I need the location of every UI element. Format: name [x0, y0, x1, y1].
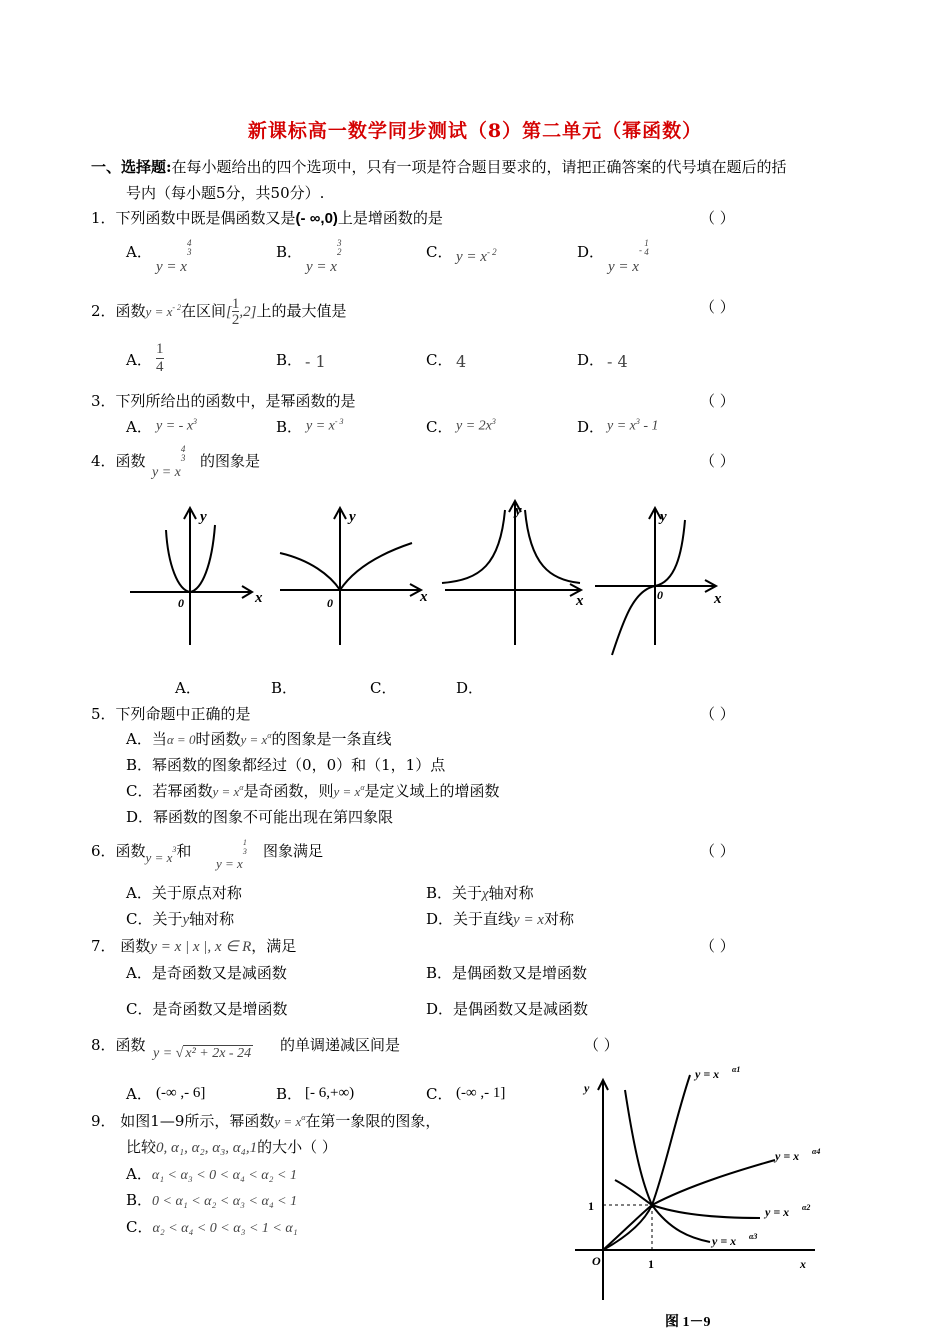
q3-option-c: $y = 2x^3$	[456, 417, 496, 434]
svg-text:y = x: y = x	[775, 1149, 800, 1163]
q8-func: y = √ x² + 2x - 24	[153, 1046, 252, 1061]
graph-b	[280, 508, 421, 645]
svg-text:y: y	[660, 509, 667, 525]
q9-stem-2: 比较0, α₁, α₂, α₃, α₄,1的大小（ ）	[126, 1138, 337, 1156]
q2-option-a: 1 4	[156, 341, 164, 375]
svg-text:x: x	[800, 1257, 806, 1271]
q2-stem: 2．函数$y = x^{- 2}$在区间$[\frac{1}{2},2]$上的最大值是	[91, 296, 347, 328]
section-instructions-1: 在每小题给出的四个选项中，只有一项是符合题目要求的，请把正确答案的代号填在题后的括	[171, 158, 787, 176]
q5-option-b: B．幂函数的图象都经过（0，0）和（1，1）点	[126, 756, 446, 774]
q2-option-d-label: D．	[577, 351, 605, 369]
q3-option-b: $y = x^{- 3}$	[306, 417, 344, 434]
graph-a	[130, 508, 252, 645]
svg-text:O: O	[592, 1254, 601, 1268]
q1-option-a-label: A．	[126, 243, 152, 261]
svg-text:α3: α3	[749, 1232, 758, 1241]
q4-label-b: B．	[271, 679, 298, 697]
q7-option-a: A．是奇函数又是减函数	[126, 964, 287, 982]
svg-text:1: 1	[648, 1257, 654, 1271]
svg-text:y = x: y = x	[765, 1205, 790, 1219]
q5-option-d: D．幂函数的图象不可能出现在第四象限	[126, 808, 394, 826]
q4-stem-tail: 的图象是	[200, 452, 261, 470]
q8-option-c: (-∞ ,- 1]	[456, 1085, 506, 1101]
section-heading	[91, 156, 787, 177]
q5-option-a: A．当α = 0时函数$y = x^\alpha$的图象是一条直线	[126, 730, 392, 748]
q4-graphs	[120, 495, 740, 665]
q1-answer-paren: （ ）	[700, 209, 735, 227]
q7-answer-paren: （ ）	[700, 937, 735, 955]
q2-answer-paren: （ ）	[700, 298, 735, 316]
svg-text:1: 1	[588, 1199, 594, 1213]
q6-answer-paren: （ ）	[700, 842, 735, 860]
q8-option-a-label: A．	[126, 1085, 152, 1103]
q8-stem: 8．函数	[91, 1036, 146, 1054]
q9-stem-1: 9． 如图1—9所示，幂函数$y = x^\alpha$在第一象限的图象，	[91, 1112, 441, 1130]
q8-option-a: (-∞ ,- 6]	[156, 1085, 206, 1101]
q6-stem-tail: 图象满足	[263, 842, 324, 860]
q3-option-c-label: C．	[426, 418, 453, 436]
svg-text:0: 0	[657, 588, 663, 602]
q4-func: y = x4 3	[152, 444, 186, 480]
q3-option-a-label: A．	[126, 418, 152, 436]
q2-option-a-label: A．	[126, 351, 152, 369]
q4-label-a: A．	[175, 679, 201, 697]
q7-option-b: B．是偶函数又是增函数	[426, 964, 588, 982]
figure-1-9	[570, 1060, 830, 1335]
section-instructions-2: 号内（每小题5分，共50分）.	[126, 184, 325, 202]
svg-text:x: x	[420, 589, 428, 605]
q6-func-2: y = x1 3	[216, 838, 247, 871]
curve-alpha3	[625, 1090, 710, 1242]
q1-option-d: y = x- 1 4	[608, 238, 649, 275]
q3-option-d-label: D．	[577, 418, 605, 436]
q3-option-d: $y = x^3 - 1$	[607, 417, 659, 434]
q9-option-a: A．α₁ < α₃ < 0 < α₄ < α₂ < 1	[126, 1165, 297, 1183]
svg-text:y: y	[349, 509, 356, 525]
q1-option-b: y = x3 2	[306, 238, 342, 275]
q1-option-d-label: D．	[577, 243, 605, 261]
q8-answer-paren: （ ）	[584, 1036, 619, 1054]
svg-text:x: x	[576, 593, 584, 609]
curve-alpha1	[603, 1075, 690, 1250]
q4-label-c: C．	[370, 679, 397, 697]
q7-stem: 7． 函数y = x | x |, x ∈ R，满足	[91, 937, 297, 955]
q1-option-a: y = x4 3	[156, 238, 192, 275]
q8-stem-tail: 的单调递减区间是	[280, 1036, 401, 1054]
q1-option-b-label: B．	[276, 243, 303, 261]
q6-stem: 6．函数$y = x^3$和	[91, 842, 192, 865]
q1-option-c: $y = x^{- 2}$	[456, 247, 497, 265]
q7-option-c: C．是奇函数又是增函数	[126, 1000, 288, 1018]
section-label: 一、选择题:	[91, 158, 172, 176]
q2-option-d: - 4	[607, 352, 628, 371]
q1-option-c-label: C．	[426, 243, 453, 261]
svg-text:0: 0	[327, 596, 333, 610]
svg-text:0: 0	[178, 596, 184, 610]
figure-caption: 图 1－9	[665, 1315, 711, 1330]
q4-answer-paren: （ ）	[700, 452, 735, 470]
q6-option-d: D．关于直线y = x对称	[426, 910, 574, 928]
q9-option-b: B．0 < α₁ < α₂ < α₃ < α₄ < 1	[126, 1191, 298, 1209]
q2-option-c: 4	[456, 352, 467, 371]
graph-c	[442, 501, 581, 645]
q4-label-d: D．	[456, 679, 484, 697]
graph-d	[595, 508, 716, 655]
q5-answer-paren: （ ）	[700, 705, 735, 723]
page-title: 新课标高一数学同步测试（8）第二单元（幂函数）	[247, 120, 703, 142]
curve-alpha2	[615, 1180, 760, 1218]
q2-option-c-label: C．	[426, 351, 453, 369]
q4-stem: 4．函数	[91, 452, 146, 470]
svg-text:y: y	[584, 1081, 590, 1095]
q3-answer-paren: （ ）	[700, 392, 735, 410]
svg-text:y = x: y = x	[695, 1067, 720, 1081]
q3-option-b-label: B．	[276, 418, 303, 436]
q2-option-b: - 1	[305, 352, 326, 371]
q6-option-a: A．关于原点对称	[126, 884, 242, 902]
q5-stem: 5．下列命题中正确的是	[91, 705, 251, 723]
q2-option-b-label: B．	[276, 351, 303, 369]
svg-text:y = x: y = x	[712, 1234, 737, 1248]
q9-option-c: C．α₂ < α₄ < 0 < α₃ < 1 < α₁	[126, 1218, 298, 1236]
q1-stem: 1．下列函数中既是偶函数又是(- ∞,0)上是增函数的是	[91, 209, 443, 227]
q6-option-c: C．关于y轴对称	[126, 910, 235, 928]
q7-option-d: D．是偶函数又是减函数	[426, 1000, 589, 1018]
q8-option-b: [- 6,+∞)	[305, 1085, 355, 1101]
svg-text:α4: α4	[812, 1147, 821, 1156]
svg-text:x: x	[714, 591, 722, 607]
svg-text:α1: α1	[732, 1065, 741, 1074]
q8-option-c-label: C．	[426, 1085, 453, 1103]
svg-text:x: x	[255, 590, 263, 606]
svg-text:α2: α2	[802, 1203, 811, 1212]
q3-stem: 3．下列所给出的函数中，是幂函数的是	[91, 392, 356, 410]
q3-option-a: y = - $x^3$	[156, 417, 198, 434]
q5-option-c: C．若幂函数$y = x^\alpha$是奇函数，则$y = x^\alpha$是定义域上的增函数	[126, 782, 500, 800]
svg-text:y: y	[200, 509, 207, 525]
q6-option-b: B．关于χ轴对称	[426, 884, 534, 902]
svg-text:y: y	[515, 503, 522, 519]
q8-option-b-label: B．	[276, 1085, 303, 1103]
